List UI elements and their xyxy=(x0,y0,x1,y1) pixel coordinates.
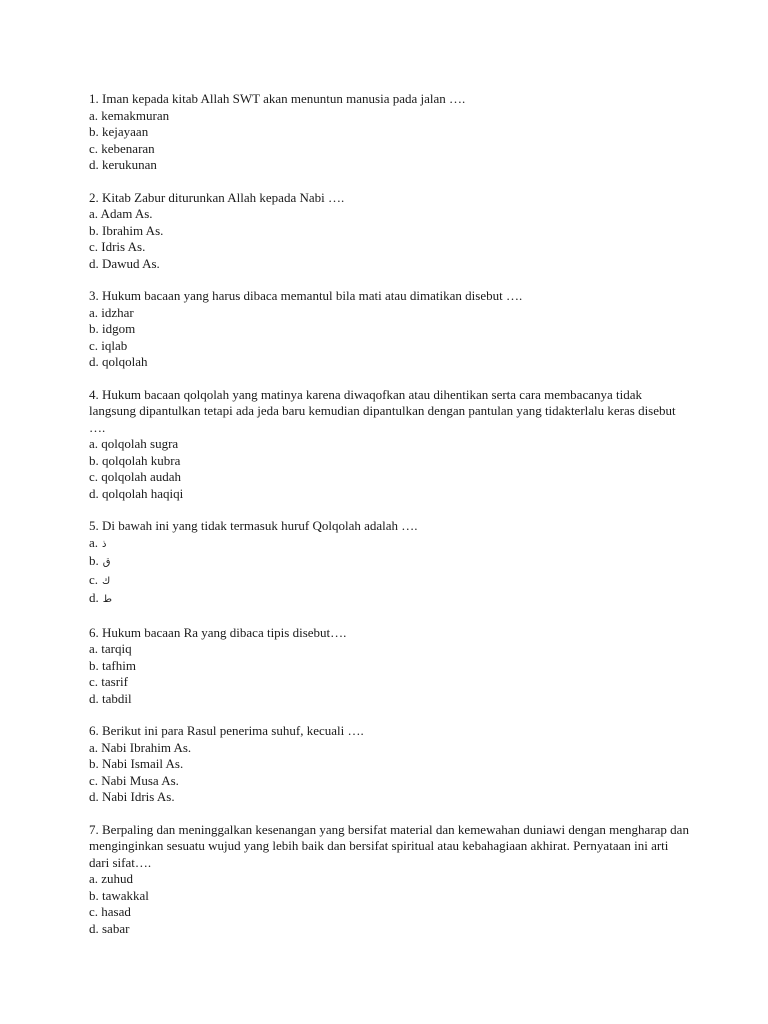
arabic-letter: ق xyxy=(102,557,111,568)
answer-option-c: c. kebenaran xyxy=(89,140,155,156)
answer-option-d: d. qolqolah xyxy=(89,354,148,369)
answer-options xyxy=(89,740,689,806)
question-text: 1. Iman kepada kitab Allah SWT akan menuntun manusia pada jalan …. xyxy=(89,91,466,106)
answer-option-b xyxy=(89,553,689,572)
answer-option-d xyxy=(89,590,689,609)
answer-option-d: d. Nabi Idris As. xyxy=(89,789,175,804)
answer-option-c: c. iqlab xyxy=(89,337,128,353)
question-text: 2. Kitab Zabur diturunkan Allah kepada Nabi …. xyxy=(89,189,345,205)
answer-option-d: d. Dawud As. xyxy=(89,255,160,271)
answer-option-b: b. qolqolah kubra xyxy=(89,452,181,468)
answer-option-c: c. hasad xyxy=(89,904,131,919)
answer-option-a: a. zuhud xyxy=(89,871,134,886)
arabic-letter: ذ xyxy=(102,538,107,550)
answer-options xyxy=(89,206,689,272)
question-text: 7. Berpaling dan meninggalkan kesenangan yang bersifat material dan kemewahan duniawi dengan mengharap dan menginginkan sesuatu wujud yang lebih baik dan bersifat spiritual atau kebahagiaan akhirat. Pernyataan ini arti dari sifat…. xyxy=(89,821,689,870)
answer-option-c: c. Idris As. xyxy=(89,239,146,254)
answer-option-c xyxy=(89,572,689,591)
answer-option-a: a. tarqiq xyxy=(89,641,132,656)
answer-option-a: a. Nabi Ibrahim As. xyxy=(89,739,192,755)
answer-option-c: c. qolqolah audah xyxy=(89,469,182,484)
question-2 xyxy=(89,190,689,273)
answer-options xyxy=(89,641,689,707)
question-text: 4. Hukum bacaan qolqolah yang matinya karena diwaqofkan atau dihentikan serta cara membacanya tidak langsung dipantulkan tetapi ada jeda baru kemudian dipantulkan dengan pantulan yang tidakterlalu keras disebut …. xyxy=(89,386,676,435)
answer-option-a: a. idzhar xyxy=(89,304,134,320)
answer-option-b: b. kejayaan xyxy=(89,124,149,139)
option-label: d. xyxy=(89,590,99,605)
question-text: 3. Hukum bacaan yang harus dibaca memantul bila mati atau dimatikan disebut …. xyxy=(89,288,523,303)
question-3 xyxy=(89,288,689,371)
answer-option-b: b. tafhim xyxy=(89,657,136,673)
answer-options xyxy=(89,108,689,174)
answer-option-c: c. Nabi Musa As. xyxy=(89,772,179,788)
arabic-letter: ط xyxy=(102,594,112,605)
question-text: 6. Hukum bacaan Ra yang dibaca tipis disebut…. xyxy=(89,624,347,640)
answer-option-a: a. qolqolah sugra xyxy=(89,436,179,451)
answer-option-b: b. Ibrahim As. xyxy=(89,222,164,238)
option-label: a. xyxy=(89,534,99,550)
question-6b xyxy=(89,723,689,806)
question-1 xyxy=(89,91,689,174)
question-4 xyxy=(89,387,689,503)
answer-options xyxy=(89,871,689,937)
answer-option-d: d. qolqolah haqiqi xyxy=(89,485,184,501)
question-text: 5. Di bawah ini yang tidak termasuk huruf Qolqolah adalah …. xyxy=(89,518,418,533)
answer-option-d: d. tabdil xyxy=(89,690,132,706)
answer-options xyxy=(89,436,689,502)
question-5 xyxy=(89,518,689,609)
question-text: 6. Berikut ini para Rasul penerima suhuf, kecuali …. xyxy=(89,723,364,738)
arabic-letter: ك xyxy=(102,575,111,587)
answer-option-a: a. kemakmuran xyxy=(89,107,170,123)
answer-option-d: d. sabar xyxy=(89,920,130,936)
answer-options xyxy=(89,535,689,609)
question-7 xyxy=(89,822,689,938)
answer-option-c: c. tasrif xyxy=(89,674,128,689)
answer-option-a xyxy=(89,535,689,554)
answer-option-a: a. Adam As. xyxy=(89,206,153,221)
question-6 xyxy=(89,625,689,708)
answer-options xyxy=(89,305,689,371)
quiz-document xyxy=(89,91,689,953)
answer-option-b: b. tawakkal xyxy=(89,887,149,903)
answer-option-b: b. Nabi Ismail As. xyxy=(89,756,184,771)
option-label: c. xyxy=(89,571,99,587)
option-label: b. xyxy=(89,553,99,568)
answer-option-b: b. idgom xyxy=(89,321,136,336)
answer-option-d: d. kerukunan xyxy=(89,157,157,172)
